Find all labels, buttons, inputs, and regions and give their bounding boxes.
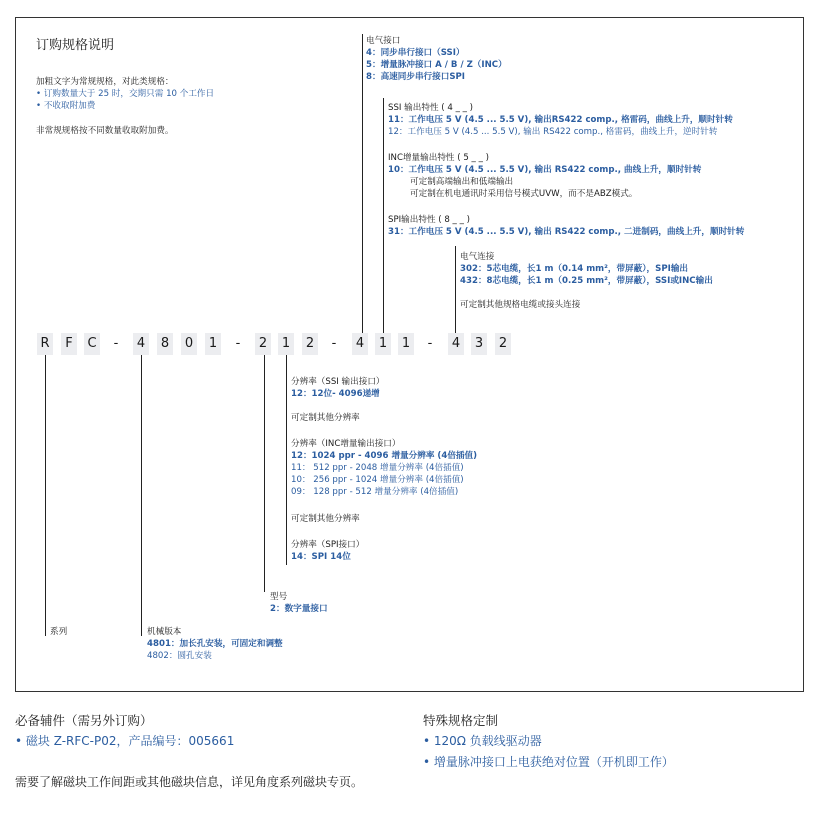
model-title: 型号: [270, 592, 288, 602]
code-dash: -: [331, 336, 337, 351]
accessories-note: 需要了解磁块工作间距或其他磁块信息，详见角度系列磁块专页。: [15, 775, 364, 789]
code-char: 1: [375, 333, 391, 355]
code-char: 2: [302, 333, 318, 355]
connection-item: 432：8芯电缆，长1 m（0.25 mm²，带屏蔽），SSI或INC输出: [460, 276, 713, 286]
ordering-bullet: • 不收取附加费: [36, 101, 96, 111]
custom-item: • 120Ω 负载线驱动器: [423, 734, 542, 748]
line-electrical: [362, 34, 363, 333]
line-resolution: [286, 355, 287, 565]
mech-item: 4801：加长孔安装，可固定和调整: [147, 639, 283, 649]
res-inc-note: 可定制其他分辨率: [291, 514, 360, 524]
line-output: [383, 98, 384, 333]
res-inc-title: 分辨率（INC增量输出接口）: [291, 439, 401, 449]
res-spi-title: 分辨率（SPI接口）: [291, 540, 365, 550]
res-spi-item: 14：SPI 14位: [291, 552, 351, 562]
code-char: C: [84, 333, 100, 355]
line-series: [45, 355, 46, 636]
code-char: 1: [278, 333, 294, 355]
res-inc-item: 10： 256 ppr - 1024 增量分辨率 (4倍插值): [291, 475, 464, 485]
accessories-item: • 磁块 Z-RFC-P02，产品编号：005661: [15, 734, 235, 748]
code-char: 1: [205, 333, 221, 355]
inc-output-note: 可定制高端输出和低端输出: [410, 177, 514, 187]
electrical-item: 8：高速同步串行接口SPI: [366, 72, 466, 82]
code-char: 3: [471, 333, 487, 355]
code-char: 2: [495, 333, 511, 355]
res-inc-item: 12：1024 ppr - 4096 增量分辨率 (4倍插值): [291, 451, 478, 461]
line-model: [264, 355, 265, 592]
custom-item: • 增量脉冲接口上电获绝对位置（开机即工作）: [423, 755, 674, 769]
model-item: 2：数字量接口: [270, 604, 328, 614]
ssi-output-item: 11：工作电压 5 V (4.5 ... 5.5 V), 输出RS422 comp., 格雷码，曲线上升，顺时针转: [388, 115, 733, 125]
electrical-title: 电气接口: [366, 36, 401, 46]
code-char: 1: [398, 333, 414, 355]
ssi-output-title: SSI 输出特性 ( 4 _ _ ): [388, 103, 473, 113]
ordering-bullet: • 订购数量大于 25 时，交期只需 10 个工作日: [36, 89, 215, 99]
electrical-item: 5：增量脉冲接口 A / B / Z（INC）: [366, 60, 507, 70]
accessories-title: 必备辅件（需另外订购）: [15, 713, 153, 728]
code-char: 8: [157, 333, 173, 355]
code-char: 2: [255, 333, 271, 355]
res-ssi-title: 分辨率（SSI 输出接口）: [291, 377, 385, 387]
code-dash: -: [427, 336, 433, 351]
connection-note: 可定制其他规格电缆或接头连接: [460, 300, 581, 310]
code-dash: -: [113, 336, 119, 351]
code-char: 0: [181, 333, 197, 355]
inc-output-note: 可定制在机电通讯时采用信号模式UVW，而不是ABZ模式。: [410, 189, 638, 199]
res-ssi-item: 12：12位- 4096递增: [291, 389, 380, 399]
code-char: F: [61, 333, 77, 355]
code-char: 4: [448, 333, 464, 355]
inc-output-title: INC增量输出特性 ( 5 _ _ ): [388, 153, 489, 163]
code-char: 4: [133, 333, 149, 355]
res-ssi-note: 可定制其他分辨率: [291, 413, 360, 423]
series-title: 系列: [50, 627, 68, 637]
res-inc-item: 11： 512 ppr - 2048 增量分辨率 (4倍插值): [291, 463, 464, 473]
mech-item: 4802：圆孔安装: [147, 651, 212, 661]
res-inc-item: 09： 128 ppr - 512 增量分辨率 (4倍插值): [291, 487, 459, 497]
custom-title: 特殊规格定制: [423, 713, 499, 728]
bold-note: 加粗文字为常规规格，对此类规格：: [36, 77, 174, 87]
code-char: R: [37, 333, 53, 355]
electrical-item: 4：同步串行接口（SSI）: [366, 48, 465, 58]
line-connection: [455, 246, 456, 333]
nonstd-note: 非常规规格按不同数量收取附加费。: [36, 126, 174, 136]
ssi-output-item: 12：工作电压 5 V (4.5 ... 5.5 V), 输出 RS422 comp., 格雷码，曲线上升，逆时针转: [388, 127, 718, 137]
connection-title: 电气连接: [460, 252, 495, 262]
spi-output-title: SPI输出特性 ( 8 _ _ ): [388, 215, 470, 225]
spi-output-item: 31：工作电压 5 V (4.5 ... 5.5 V), 输出 RS422 comp., 二进制码，曲线上升，顺时针转: [388, 227, 745, 237]
connection-item: 302：5芯电缆，长1 m（0.14 mm²，带屏蔽），SPI输出: [460, 264, 689, 274]
inc-output-item: 10：工作电压 5 V (4.5 ... 5.5 V), 输出 RS422 comp., 曲线上升，顺时针转: [388, 165, 702, 175]
line-mech: [141, 355, 142, 636]
code-char: 4: [352, 333, 368, 355]
code-dash: -: [235, 336, 241, 351]
ordering-title: 订购规格说明: [36, 38, 115, 53]
mech-title: 机械版本: [147, 627, 182, 637]
